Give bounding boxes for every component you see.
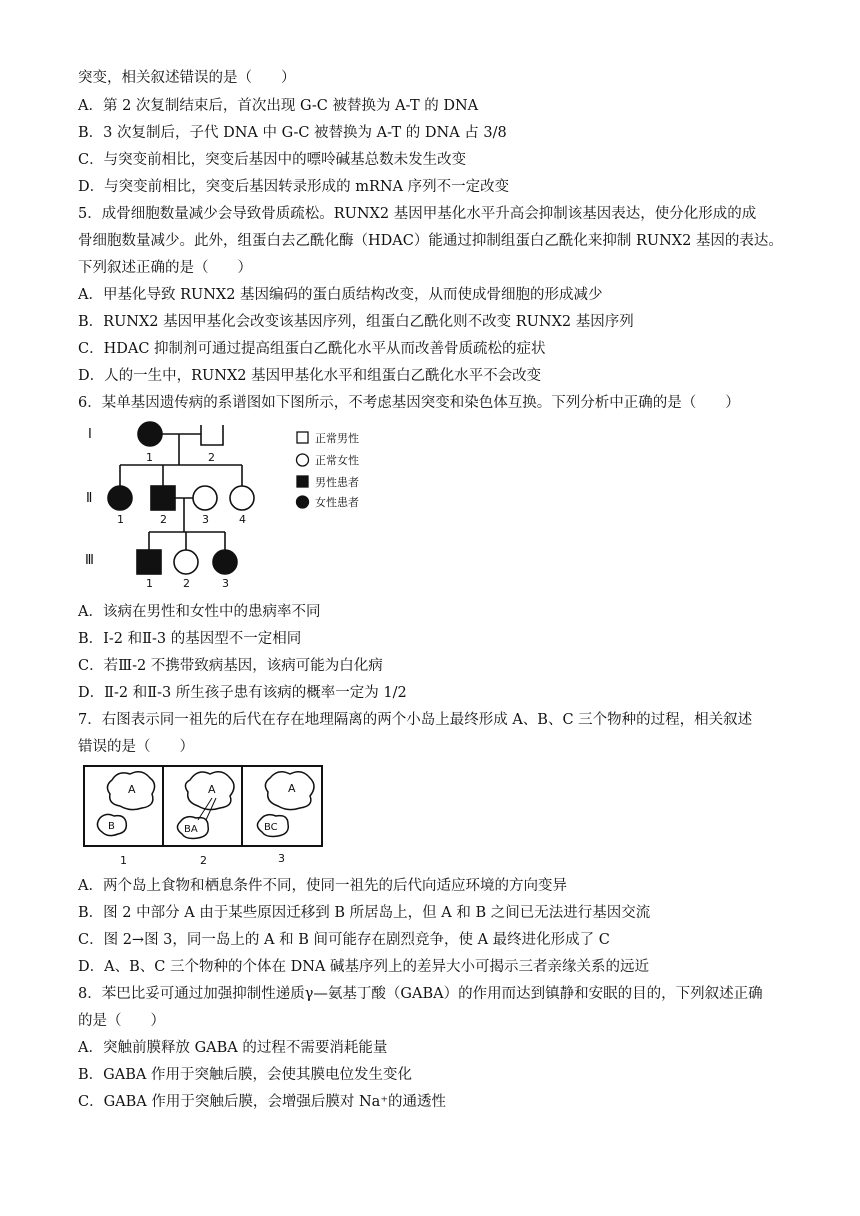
q5-stem-line-1: 5．成骨细胞数量减少会导致骨质疏松。RUNX2 基因甲基化水平升高会抑制该基因表达，使分化形成的成 (78, 206, 757, 222)
q7-stem-line-2: 错误的是（ ） (78, 739, 194, 755)
q5-option-d: D．人的一生中，RUNX2 基因甲基化水平和组蛋白乙酰化水平不会改变 (78, 368, 542, 384)
generation-label-3: Ⅲ (85, 553, 94, 568)
gen2-number-3: 3 (202, 513, 209, 526)
q6-option-b: B．I-2 和Ⅱ-3 的基因型不一定相同 (78, 631, 302, 647)
legend-normal-female: 正常女性 (315, 454, 359, 467)
gen2-number-4: 4 (239, 513, 246, 526)
pedigree-figure (80, 420, 380, 595)
legend-normal-female-icon (297, 454, 309, 466)
gen3-number-3: 3 (222, 577, 229, 590)
gen3-affected-male (137, 550, 161, 574)
q7-option-c: C．图 2→图 3，同一岛上的 A 和 B 间可能存在剧烈竞争，使 A 最终进化形成了 C (78, 932, 610, 948)
generation-label-1: Ⅰ (88, 427, 92, 442)
panel-number-3: 3 (278, 852, 285, 865)
gen3-number-2: 2 (183, 577, 190, 590)
gen2-affected-male (151, 486, 175, 510)
panel3-label-bc: BC (264, 822, 278, 833)
q6-option-d: D．Ⅱ-2 和Ⅱ-3 所生孩子患有该病的概率一定为 1/2 (78, 685, 407, 701)
gen1-normal-male (201, 425, 223, 445)
q8-option-b: B．GABA 作用于突触后膜，会使其膜电位发生变化 (78, 1067, 412, 1083)
q4-option-d: D．与突变前相比，突变后基因转录形成的 mRNA 序列不一定改变 (78, 179, 510, 195)
legend-normal-male-icon (297, 432, 308, 443)
gen2-normal-female-3 (193, 486, 217, 510)
gen3-affected-female (213, 550, 237, 574)
q5-stem-line-2: 骨细胞数量减少。此外，组蛋白去乙酰化酶（HDAC）能通过抑制组蛋白乙酰化来抑制 RUNX2 基因的表达。 (78, 233, 783, 249)
q5-option-c: C．HDAC 抑制剂可通过提高组蛋白乙酰化水平从而改善骨质疏松的症状 (78, 341, 546, 357)
q5-stem-line-3: 下列叙述正确的是（ ） (78, 260, 252, 276)
q5-option-a: A．甲基化导致 RUNX2 基因编码的蛋白质结构改变，从而使成骨细胞的形成减少 (78, 287, 603, 303)
q8-stem-line-2: 的是（ ） (78, 1013, 165, 1029)
gen2-number-2: 2 (160, 513, 167, 526)
gen2-normal-female-4 (230, 486, 254, 510)
q7-option-a: A．两个岛上食物和栖息条件不同，使同一祖先的后代向适应环境的方向变异 (78, 878, 567, 894)
q8-option-a: A．突触前膜释放 GABA 的过程不需要消耗能量 (78, 1040, 388, 1056)
q7-option-b: B．图 2 中部分 A 由于某些原因迁移到 B 所居岛上，但 A 和 B 之间已无法进行基因交流 (78, 905, 651, 921)
panel-number-2: 2 (200, 854, 207, 867)
generation-label-2: Ⅱ (86, 491, 93, 506)
q7-stem-line-1: 7．右图表示同一祖先的后代在存在地理隔离的两个小岛上最终形成 A、B、C 三个物种的过程，相关叙述 (78, 712, 753, 728)
panel3-label-a: A (288, 782, 296, 795)
island-speciation-figure (80, 762, 330, 870)
q6-option-c: C．若Ⅲ-2 不携带致病基因，该病可能为白化病 (78, 658, 383, 674)
legend-affected-female-icon (297, 496, 309, 508)
q8-option-c: C．GABA 作用于突触后膜，会增强后膜对 Na⁺的通透性 (78, 1094, 446, 1110)
legend-normal-male: 正常男性 (315, 432, 359, 445)
gen2-affected-female (108, 486, 132, 510)
gen1-number-2: 2 (208, 451, 215, 464)
gen1-affected-female (138, 422, 162, 446)
legend-affected-male-icon (297, 476, 308, 487)
panel1-label-a: A (128, 783, 136, 796)
legend-affected-female: 女性患者 (315, 496, 359, 509)
gen3-normal-female (174, 550, 198, 574)
gen2-number-1: 1 (117, 513, 124, 526)
panel2-label-ba: BA (184, 824, 198, 835)
q4-option-c: C．与突变前相比，突变后基因中的嘌呤碱基总数未发生改变 (78, 152, 467, 168)
q6-stem: 6．某单基因遗传病的系谱图如下图所示，不考虑基因突变和染色体互换。下列分析中正确的是（ ） (78, 395, 740, 411)
panel1-label-b: B (108, 821, 115, 832)
panel2-label-a: A (208, 783, 216, 796)
q7-option-d: D．A、B、C 三个物种的个体在 DNA 碱基序列上的差异大小可揭示三者亲缘关系的远近 (78, 959, 649, 975)
q4-stem-tail: 突变，相关叙述错误的是（ ） (78, 70, 296, 86)
q5-option-b: B．RUNX2 基因甲基化会改变该基因序列，组蛋白乙酰化则不改变 RUNX2 基因序列 (78, 314, 634, 330)
q8-stem-line-1: 8．苯巴比妥可通过加强抑制性递质γ—氨基丁酸（GABA）的作用而达到镇静和安眠的目的，下列叙述正确 (78, 986, 763, 1002)
gen3-number-1: 1 (146, 577, 153, 590)
q4-option-a: A．第 2 次复制结束后，首次出现 G-C 被替换为 A-T 的 DNA (78, 98, 479, 114)
q4-option-b: B．3 次复制后，子代 DNA 中 G-C 被替换为 A-T 的 DNA 占 3/8 (78, 125, 507, 141)
q6-option-a: A．该病在男性和女性中的患病率不同 (78, 604, 321, 620)
panel-number-1: 1 (120, 854, 127, 867)
legend-affected-male: 男性患者 (315, 476, 359, 489)
gen1-number-1: 1 (146, 451, 153, 464)
